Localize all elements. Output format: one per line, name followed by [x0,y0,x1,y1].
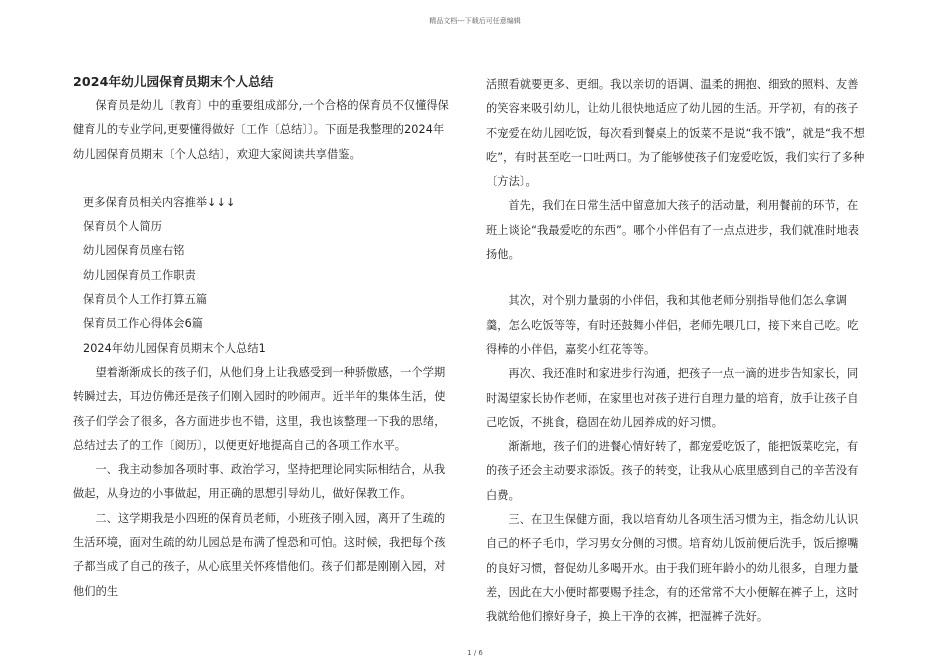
document-title: 2024年幼儿园保育员期末个人总结 [73,74,274,89]
list-item: 幼儿园保育员座右铭 [83,244,185,258]
body-paragraph: 首先，我们在日常生活中留意加大孩子的活动量，利用餐前的环节，在班上谈论“我最爱吃的东西”。哪个小伴侣有了一点点进步，我们就准时地表扬他。 [486,199,859,262]
body-paragraph: 其次，对个别力量弱的小伴侣，我和其他老师分别指导他们怎么拿调羹，怎么吃饭等等，有时还鼓舞小伴侣，老师先喂几口，接下来自己吃。吃得棒的小伴侣，嘉奖小红花等等。 [486,294,859,356]
list-item: 幼儿园保育员工作职责 [83,268,196,282]
list-item: 保育员工作心得体会6篇 [83,317,204,331]
body-paragraph: 渐渐地，孩子们的进餐心情好转了，都宠爱吃饭了，能把饭菜吃完，有的孩子还会主动要求添饭。孩子的转变，让我从心底里感到自己的辛苦没有白费。 [486,440,859,502]
body-paragraph: 二、这学期我是小四班的保育员老师，小班孩子刚入园，离开了生疏的生活环境，面对生疏的幼儿园总是布满了惶恐和可怕。这时候，我把每个孩子都当成了自己的孩子，从心底里关怀疼惜他们。孩子们都是刚刚入园，对他们的生 [73,511,446,598]
body-paragraph: 再次、我还准时和家进步行沟通，把孩子一点一滴的进步告知家长，同时渴望家长协作老师，在家里也对孩子进行自理力量的培育，放手让孩子自己吃饭，不挑食，稳固在幼儿园养成的好习惯。 [486,367,859,429]
spacer [73,167,455,191]
body-paragraph: 望着渐渐成长的孩子们，从他们身上让我感受到一种骄傲感，一个学期转瞬过去，耳边仿佛还是孩子们刚入园时的吵闹声。近半年的集体生活，使孩子们学会了很多，各方面进步也不错，这里，我也该整理一下我的思绪，总结过去了的工作〔阅历〕，以便更好地提高自己的各项工作水平。 [73,365,446,452]
right-column [486,73,868,630]
spacer [486,267,868,289]
page-header: 精品文档---下载后可任意编辑 [429,17,521,25]
list-item: 保育员个人工作打算五篇 [83,293,208,307]
intro-paragraph: 保育员是幼儿〔教育〕中的重要组成部分,一个合格的保育员不仅懂得保健育儿的专业学问,更要懂得做好〔工作〔总结〕〕。下面是我整理的2024年幼儿园保育员期末〔个人总结〕，欢迎大家阅读共享借鉴。 [73,99,449,161]
list-item: 保育员个人简历 [83,220,163,234]
recommend-list [73,191,455,361]
section-subheading: 2024年幼儿园保育员期末个人总结1 [83,341,266,355]
left-column [73,70,455,604]
page-number: 1 / 6 [467,649,483,657]
list-item: 更多保育员相关内容推举↓↓↓ [83,195,236,209]
body-paragraph: 活照看就要更多、更细。我以亲切的语调、温柔的拥抱、细致的照料、友善的笑容来吸引幼儿，让幼儿很快地适应了幼儿园的生活。开学初，有的孩子不宠爱在幼儿园吃饭，每次看到餐桌上的饭菜不是说“我不饿”，就是“我不想吃”，有时甚至吃一口吐两口。为了能够使孩子们宠爱吃饭，我们实行了多种〔方法〕。 [486,78,865,189]
body-paragraph: 一、我主动参加各项时事、政治学习，坚持把理论同实际相结合，从我做起，从身边的小事做起，用正确的思想引导幼儿，做好保教工作。 [73,463,446,501]
body-paragraph: 三、在卫生保健方面，我以培育幼儿各项生活习惯为主，指念幼儿认识自己的杯子毛巾，学习男女分侧的习惯。培育幼儿饭前便后洗手，饭后擦嘴的良好习惯，督促幼儿多喝开水。由于我们班年龄小的幼儿很多，自理力量差，因此在大小便时都要赐予挂念，有的还常常不大小便解在裤子上，这时我就给他们擦好身子，换上干净的衣裤，把湿裤子洗好。 [486,513,859,624]
